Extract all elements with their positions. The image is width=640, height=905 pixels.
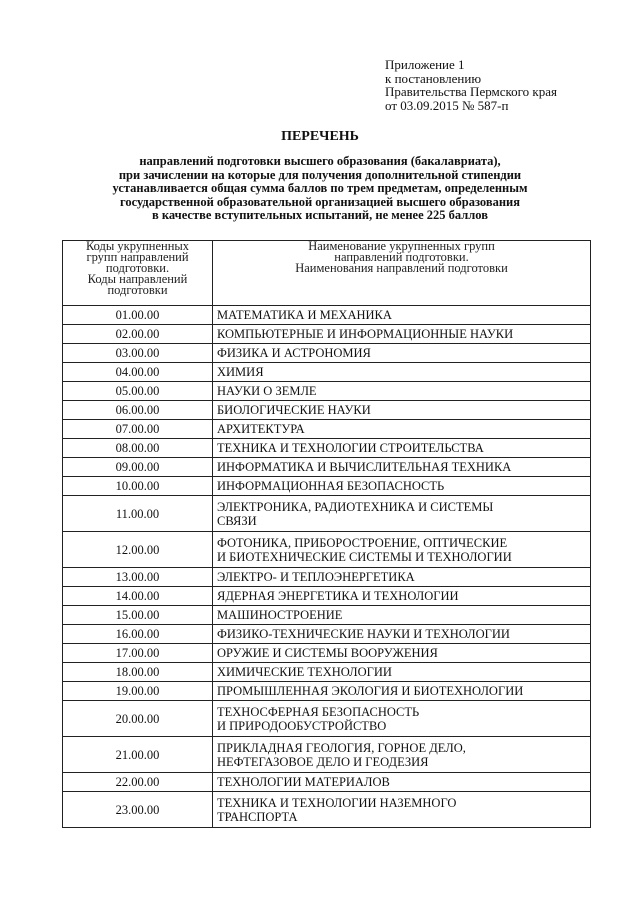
table-row [63, 625, 591, 644]
direction-name-line: ТЕХНОСФЕРНАЯ БЕЗОПАСНОСТЬ [217, 704, 420, 719]
direction-name-line: ФОТОНИКА, ПРИБОРОСТРОЕНИЕ, ОПТИЧЕСКИЕ [217, 535, 508, 550]
direction-name-line: СВЯЗИ [217, 513, 257, 528]
direction-name [213, 458, 591, 477]
direction-name [213, 644, 591, 663]
direction-code: 02.00.00 [63, 325, 213, 344]
direction-name [213, 306, 591, 325]
direction-name [213, 792, 591, 828]
direction-code: 06.00.00 [63, 401, 213, 420]
direction-name [213, 325, 591, 344]
direction-code: 07.00.00 [63, 420, 213, 439]
direction-code: 13.00.00 [63, 568, 213, 587]
direction-code: 16.00.00 [63, 625, 213, 644]
direction-name-line: БИОЛОГИЧЕСКИЕ НАУКИ [217, 403, 371, 417]
direction-name [213, 496, 591, 532]
direction-name-line: ТРАНСПОРТА [217, 809, 298, 824]
table-row [63, 606, 591, 625]
table-row [63, 458, 591, 477]
direction-name-line: АРХИТЕКТУРА [217, 422, 305, 436]
subtitle-line: при зачислении на которые для получения дополнительной стипендии [118, 167, 522, 182]
table-row [63, 325, 591, 344]
table-row [63, 306, 591, 325]
direction-code: 08.00.00 [63, 439, 213, 458]
header-line: Коды укрупненных [85, 239, 190, 253]
direction-name-line: ФИЗИКА И АСТРОНОМИЯ [217, 346, 371, 360]
direction-name-line: И БИОТЕХНИЧЕСКИЕ СИСТЕМЫ И ТЕХНОЛОГИИ [217, 549, 512, 564]
direction-name-line: ТЕХНИКА И ТЕХНОЛОГИИ НАЗЕМНОГО [217, 795, 457, 810]
direction-code: 05.00.00 [63, 382, 213, 401]
subtitle-line: устанавливается общая сумма баллов по трем предметам, определенным [112, 181, 528, 195]
direction-name [213, 701, 591, 737]
direction-code: 12.00.00 [63, 532, 213, 568]
direction-name [213, 682, 591, 701]
direction-name-line: ИНФОРМАЦИОННАЯ БЕЗОПАСНОСТЬ [217, 479, 445, 493]
direction-code: 19.00.00 [63, 682, 213, 701]
direction-name [213, 568, 591, 587]
direction-name [213, 420, 591, 439]
table-row [63, 477, 591, 496]
direction-name [213, 587, 591, 606]
direction-name-line: ОРУЖИЕ И СИСТЕМЫ ВООРУЖЕНИЯ [217, 646, 438, 660]
table-row [63, 701, 591, 737]
direction-name [213, 401, 591, 420]
header-names [213, 241, 591, 306]
title-block [90, 128, 550, 223]
table-header-row [63, 241, 591, 306]
direction-name-line: ПРИКЛАДНАЯ ГЕОЛОГИЯ, ГОРНОЕ ДЕЛО, [217, 740, 466, 755]
table-row [63, 382, 591, 401]
direction-code: 23.00.00 [63, 792, 213, 828]
header-codes [63, 241, 213, 306]
appendix-line: к постановлению [385, 70, 482, 86]
header-line: направлений подготовки. [334, 250, 469, 264]
direction-name-line: ПРОМЫШЛЕННАЯ ЭКОЛОГИЯ И БИОТЕХНОЛОГИИ [217, 684, 524, 698]
direction-name [213, 773, 591, 792]
appendix-line: Правительства Пермского края [385, 84, 557, 99]
table-row [63, 587, 591, 606]
direction-code: 10.00.00 [63, 477, 213, 496]
direction-name-line: И ПРИРОДООБУСТРОЙСТВО [217, 718, 387, 733]
table-row [63, 792, 591, 828]
direction-name [213, 382, 591, 401]
table-row [63, 420, 591, 439]
table-row [63, 682, 591, 701]
document-subtitle [90, 155, 550, 223]
direction-code: 21.00.00 [63, 737, 213, 773]
direction-name [213, 737, 591, 773]
direction-name-line: ТЕХНОЛОГИИ МАТЕРИАЛОВ [217, 775, 390, 789]
direction-code: 17.00.00 [63, 644, 213, 663]
table-row [63, 663, 591, 682]
direction-name-line: ИНФОРМАТИКА И ВЫЧИСЛИТЕЛЬНАЯ ТЕХНИКА [217, 460, 512, 474]
table-row [63, 532, 591, 568]
direction-name-line: НАУКИ О ЗЕМЛЕ [217, 384, 317, 398]
table-row [63, 439, 591, 458]
direction-name-line: ТЕХНИКА И ТЕХНОЛОГИИ СТРОИТЕЛЬСТВА [217, 441, 484, 455]
appendix-line: Приложение 1 [385, 57, 465, 72]
header-line: Наименование укрупненных групп [308, 239, 495, 253]
direction-name [213, 363, 591, 382]
subtitle-line: государственной образовательной организацией высшего образования [119, 194, 521, 209]
direction-name-line: ХИМИЯ [217, 365, 264, 379]
document-title: ПЕРЕЧЕНЬ [281, 129, 359, 144]
direction-code: 11.00.00 [63, 496, 213, 532]
subtitle-line: направлений подготовки высшего образования (бакалавриата), [139, 154, 501, 168]
table-row [63, 496, 591, 532]
table-row [63, 644, 591, 663]
header-line: Наименования направлений подготовки [295, 261, 508, 275]
direction-code: 20.00.00 [63, 701, 213, 737]
direction-name-line: ЭЛЕКТРО- И ТЕПЛОЭНЕРГЕТИКА [217, 570, 415, 584]
direction-name-line: МАТЕМАТИКА И МЕХАНИКА [217, 308, 392, 322]
appendix-line: от 03.09.2015 № 587-п [385, 97, 509, 113]
header-line: Коды направлений [87, 272, 188, 286]
direction-name-line: ФИЗИКО-ТЕХНИЧЕСКИЕ НАУКИ И ТЕХНОЛОГИИ [217, 627, 510, 641]
header-line: групп направлений [86, 250, 189, 264]
table-row [63, 773, 591, 792]
direction-code: 03.00.00 [63, 344, 213, 363]
direction-code: 18.00.00 [63, 663, 213, 682]
direction-code: 14.00.00 [63, 587, 213, 606]
header-line: подготовки. [105, 261, 170, 275]
directions-table [62, 240, 591, 828]
direction-name-line: КОМПЬЮТЕРНЫЕ И ИНФОРМАЦИОННЫЕ НАУКИ [217, 327, 514, 341]
direction-code: 01.00.00 [63, 306, 213, 325]
table-row [63, 363, 591, 382]
direction-name [213, 625, 591, 644]
direction-name [213, 663, 591, 682]
direction-code: 04.00.00 [63, 363, 213, 382]
table-row [63, 344, 591, 363]
direction-name [213, 344, 591, 363]
table-row [63, 568, 591, 587]
direction-name-line: ЭЛЕКТРОНИКА, РАДИОТЕХНИКА И СИСТЕМЫ [217, 499, 494, 514]
subtitle-line: в качестве вступительных испытаний, не менее 225 баллов [152, 208, 488, 222]
direction-name [213, 439, 591, 458]
direction-name [213, 477, 591, 496]
table-row [63, 401, 591, 420]
direction-code: 15.00.00 [63, 606, 213, 625]
direction-code: 22.00.00 [63, 773, 213, 792]
appendix-reference [385, 58, 557, 112]
header-line: подготовки [107, 283, 168, 297]
direction-code: 09.00.00 [63, 458, 213, 477]
direction-name-line: НЕФТЕГАЗОВОЕ ДЕЛО И ГЕОДЕЗИЯ [217, 754, 429, 769]
direction-name-line: МАШИНОСТРОЕНИЕ [217, 608, 343, 622]
direction-name [213, 532, 591, 568]
direction-name [213, 606, 591, 625]
direction-name-line: ЯДЕРНАЯ ЭНЕРГЕТИКА И ТЕХНОЛОГИИ [217, 589, 459, 603]
direction-name-line: ХИМИЧЕСКИЕ ТЕХНОЛОГИИ [217, 665, 392, 679]
table-body [63, 306, 591, 828]
table-row [63, 737, 591, 773]
